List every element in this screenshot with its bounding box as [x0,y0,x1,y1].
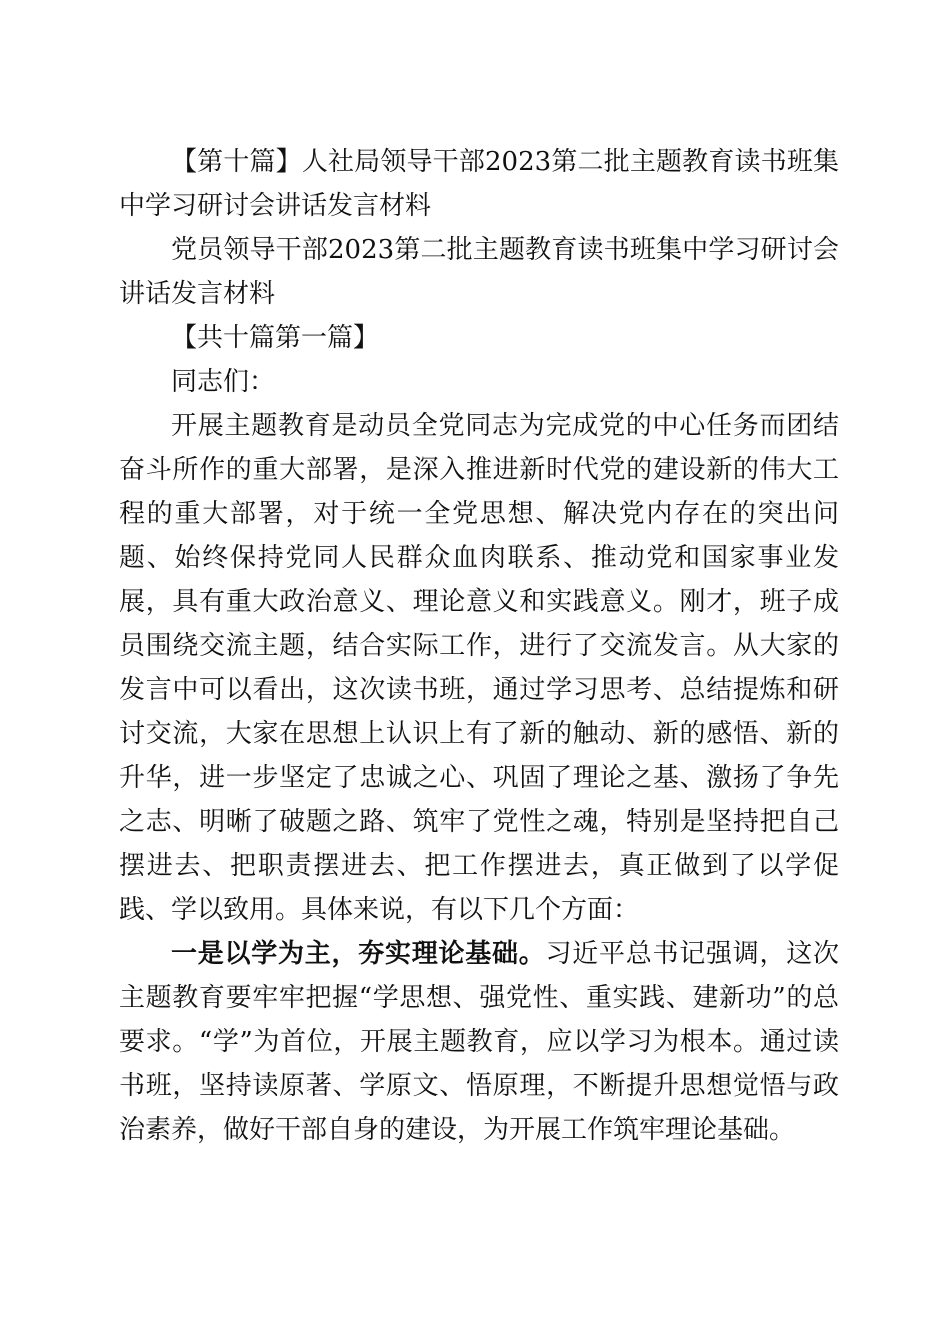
paragraph-2 [119,932,839,1152]
paragraph-2-lead: 一是以学为主，夯实理论基础。 [171,939,546,969]
document-heading: 【第十篇】人社局领导干部2023第二批主题教育读书班集中学习研讨会讲话发言材料 [119,147,839,221]
salutation: 同志们： [171,367,276,397]
document-body [119,140,839,1152]
document-subtitle: 党员领导干部2023第二批主题教育读书班集中学习研讨会讲话发言材料 [119,235,839,309]
collection-note: 【共十篇第一篇】 [171,323,380,353]
paragraph-2-body: 习近平总书记强调，这次主题教育要牢牢把握“学思想、强党性、重实践、建新功”的总要求。“学”为首位，开展主题教育，应以学习为根本。通过读书班，坚持读原著、学原文、悟原理，不断提升思想觉悟与政治素养，做好干部自身的建设，为开展工作筑牢理论基础。 [119,939,839,1145]
paragraph-1: 开展主题教育是动员全党同志为完成党的中心任务而团结奋斗所作的重大部署，是深入推进新时代党的建设新的伟大工程的重大部署，对于统一全党思想、解决党内存在的突出问题、始终保持党同人民群众血肉联系、推动党和国家事业发展，具有重大政治意义、理论意义和实践意义。刚才，班子成员围绕交流主题，结合实际工作，进行了交流发言。从大家的发言中可以看出，这次读书班，通过学习思考、总结提炼和研讨交流，大家在思想上认识上有了新的触动、新的感悟、新的升华，进一步坚定了忠诚之心、巩固了理论之基、激扬了争先之志、明晰了破题之路、筑牢了党性之魂，特别是坚持把自己摆进去、把职责摆进去、把工作摆进去，真正做到了以学促践、学以致用。具体来说，有以下几个方面： [119,411,839,925]
